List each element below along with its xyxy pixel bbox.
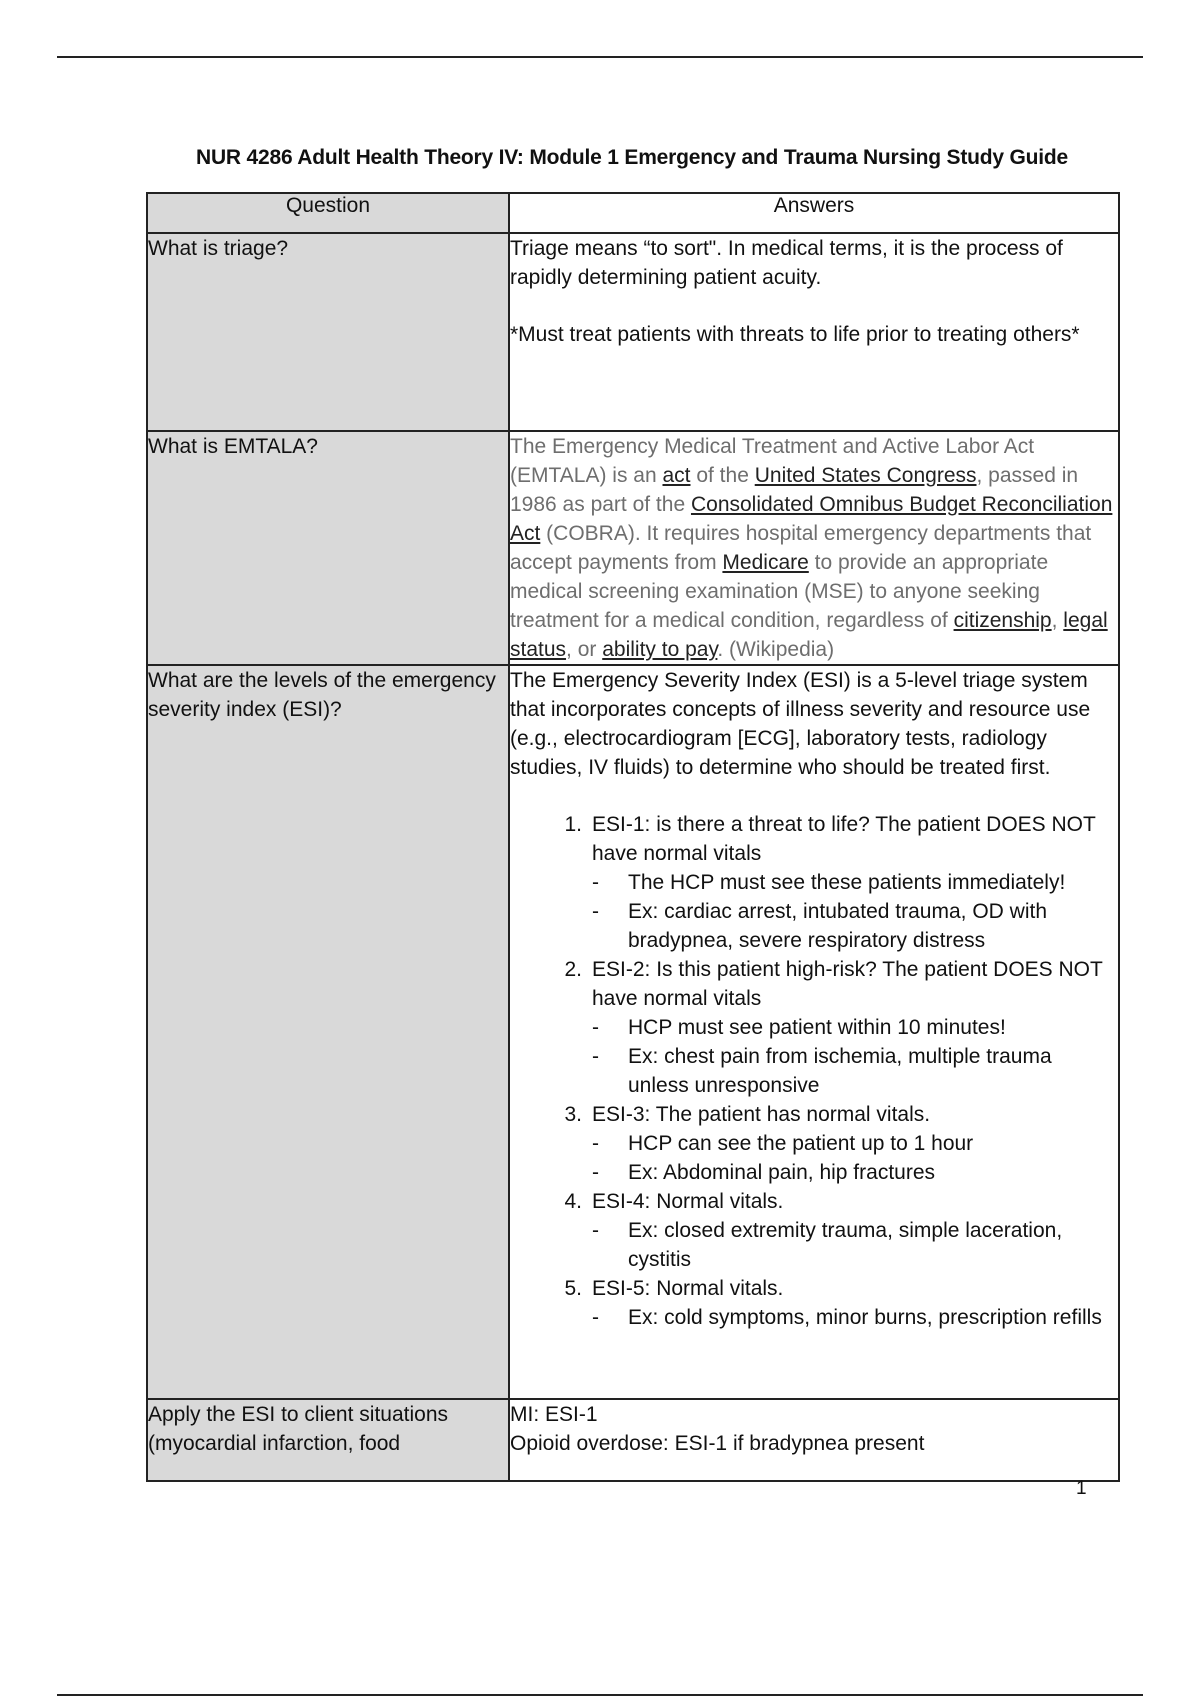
esi-sub-text: HCP can see the patient up to 1 hour xyxy=(628,1132,974,1155)
link-ability-to-pay[interactable]: ability to pay xyxy=(602,638,718,661)
link-citizenship[interactable]: citizenship xyxy=(953,609,1052,632)
list-item xyxy=(510,810,1118,955)
emtala-text: , xyxy=(1051,609,1064,632)
dash-bullet: - xyxy=(592,1219,599,1242)
dash-bullet: - xyxy=(592,1016,599,1039)
answer-cell xyxy=(509,1399,1119,1481)
esi-sub-text: HCP must see patient within 10 minutes! xyxy=(628,1016,1006,1039)
esi-sub-text: Ex: cold symptoms, minor burns, prescription refills xyxy=(628,1306,1102,1329)
answer-line: MI: ESI-1 xyxy=(510,1403,598,1426)
emtala-text: The Emergency Medical Treatment and Active Labor Act (EMTALA) is an xyxy=(510,435,1035,487)
list-item xyxy=(592,1042,1118,1100)
answer-cell xyxy=(509,665,1119,1399)
emtala-text: , or xyxy=(566,638,603,661)
page-number: 1 xyxy=(1076,1478,1087,1499)
list-number: 2. xyxy=(564,958,582,981)
answers-column-header: Answers xyxy=(509,193,1119,233)
esi-intro: The Emergency Severity Index (ESI) is a 5-level triage system that incorporates concepts of illness severity and resource use (e.g., electrocardiogram [ECG], laboratory tests, radiology studies, IV fluids) to determine who should be treated first. xyxy=(510,669,1091,779)
answer-cell xyxy=(509,233,1119,431)
list-number: 5. xyxy=(564,1277,582,1300)
esi-sub-text: Ex: cardiac arrest, intubated trauma, OD with bradypnea, severe respiratory distress xyxy=(628,900,1048,952)
list-item xyxy=(510,1100,1118,1187)
table-row xyxy=(147,431,1119,665)
list-item xyxy=(510,1187,1118,1274)
question-column-header: Question xyxy=(147,193,509,233)
esi-sub-text: Ex: closed extremity trauma, simple laceration, cystitis xyxy=(628,1219,1063,1271)
answer-cell xyxy=(509,431,1119,665)
dash-bullet: - xyxy=(592,1306,599,1329)
list-item xyxy=(592,1303,1118,1332)
question-cell: What is triage? xyxy=(147,233,509,431)
esi-level-text: ESI-1: is there a threat to life? The patient DOES NOT have normal vitals xyxy=(592,813,1096,865)
dash-bullet: - xyxy=(592,1045,599,1068)
list-item xyxy=(592,868,1118,897)
table-row xyxy=(147,1399,1119,1481)
study-guide-table xyxy=(146,192,1120,1482)
esi-sub-text: The HCP must see these patients immediately! xyxy=(628,871,1066,894)
esi-levels-list xyxy=(510,810,1118,1332)
list-item xyxy=(510,1274,1118,1332)
answer-line: Opioid overdose: ESI-1 if bradypnea present xyxy=(510,1432,925,1455)
emtala-text: (COBRA). It requires hospital emergency departments that accept payments from xyxy=(510,522,1092,574)
table-row xyxy=(147,233,1119,431)
dash-bullet: - xyxy=(592,1161,599,1184)
list-number: 1. xyxy=(564,813,582,836)
question-cell: What are the levels of the emergency severity index (ESI)? xyxy=(147,665,509,1399)
esi-sub-text: Ex: chest pain from ischemia, multiple trauma unless unresponsive xyxy=(628,1045,1052,1097)
link-medicare[interactable]: Medicare xyxy=(722,551,809,574)
dash-bullet: - xyxy=(592,871,599,894)
list-number: 3. xyxy=(564,1103,582,1126)
question-cell: Apply the ESI to client situations (myocardial infarction, food xyxy=(147,1399,509,1481)
list-item xyxy=(592,1158,1118,1187)
link-united-states-congress[interactable]: United States Congress xyxy=(754,464,977,487)
list-number: 4. xyxy=(564,1190,582,1213)
emtala-text: , passed in 1986 as part of the xyxy=(510,464,1079,516)
dash-bullet: - xyxy=(592,900,599,923)
dash-bullet: - xyxy=(592,1132,599,1155)
link-cobra[interactable]: Consolidated Omnibus Budget Reconciliation Act xyxy=(510,493,1113,545)
document-title: NUR 4286 Adult Health Theory IV: Module 1 Emergency and Trauma Nursing Study Guide xyxy=(196,146,1068,169)
emtala-text: . (Wikipedia) xyxy=(717,638,835,661)
esi-level-text: ESI-3: The patient has normal vitals. xyxy=(592,1103,931,1126)
emtala-text: to provide an appropriate medical screening examination (MSE) to anyone seeking treatment for a medical condition, regardless of xyxy=(510,551,1049,632)
link-legal-status[interactable]: legal status xyxy=(510,609,1108,661)
list-item xyxy=(592,1129,1118,1158)
table-row xyxy=(147,665,1119,1399)
answer-paragraph: Triage means “to sort". In medical terms, it is the process of rapidly determining patient acuity. xyxy=(510,237,1063,289)
answer-paragraph: *Must treat patients with threats to life prior to treating others* xyxy=(510,323,1080,346)
footer-rule xyxy=(57,1694,1143,1696)
table-header-row xyxy=(147,193,1119,233)
list-item xyxy=(592,897,1118,955)
esi-level-text: ESI-4: Normal vitals. xyxy=(592,1190,784,1213)
emtala-text: of the xyxy=(690,464,755,487)
esi-sub-text: Ex: Abdominal pain, hip fractures xyxy=(628,1161,936,1184)
link-act[interactable]: act xyxy=(662,464,691,487)
esi-level-text: ESI-2: Is this patient high-risk? The patient DOES NOT have normal vitals xyxy=(592,958,1103,1010)
list-item xyxy=(592,1013,1118,1042)
question-cell: What is EMTALA? xyxy=(147,431,509,665)
list-item xyxy=(510,955,1118,1100)
header-rule xyxy=(57,56,1143,58)
esi-level-text: ESI-5: Normal vitals. xyxy=(592,1277,784,1300)
list-item xyxy=(592,1216,1118,1274)
